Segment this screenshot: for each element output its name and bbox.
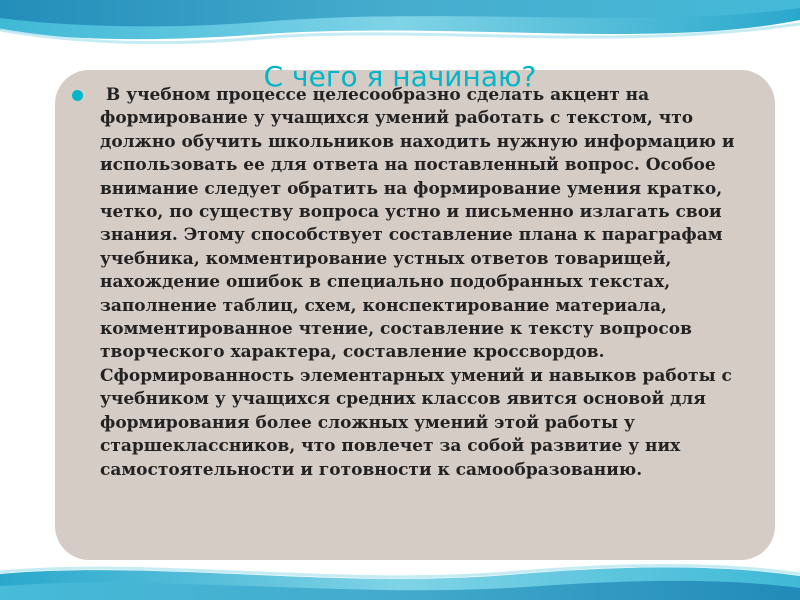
bullet-dot-icon: [72, 90, 83, 101]
slide-title: С чего я начинаю?: [263, 60, 537, 93]
bullet-text: В учебном процессе целесообразно сделать акцент на формирование у учащихся умений работать с текстом, что должно обучить школьников находить нужную информацию и использовать ее для ответа на поставленный вопрос. Особое внимание следует обратить на формирование умения кратко, четко, по существу вопроса устно и письменно излагать свои знания. Этому способствует составление плана к параграфам учебника, комментирование устных ответов товарищей, нахождение ошибок в специально подобранных текстах, заполнение таблиц, схем, конспектирование материала, комментированное чтение, составление к тексту вопросов творческого характера, составление кроссвордов. Сформированность элементарных умений и навыков работы с учебником у учащихся средних классов явится основой для формирования более сложных умений этой работы у старшеклассников, что повлечет за собой развитие у них самостоятельности и готовности к самообразованию.: [100, 85, 741, 480]
bullet-list: [72, 84, 762, 482]
